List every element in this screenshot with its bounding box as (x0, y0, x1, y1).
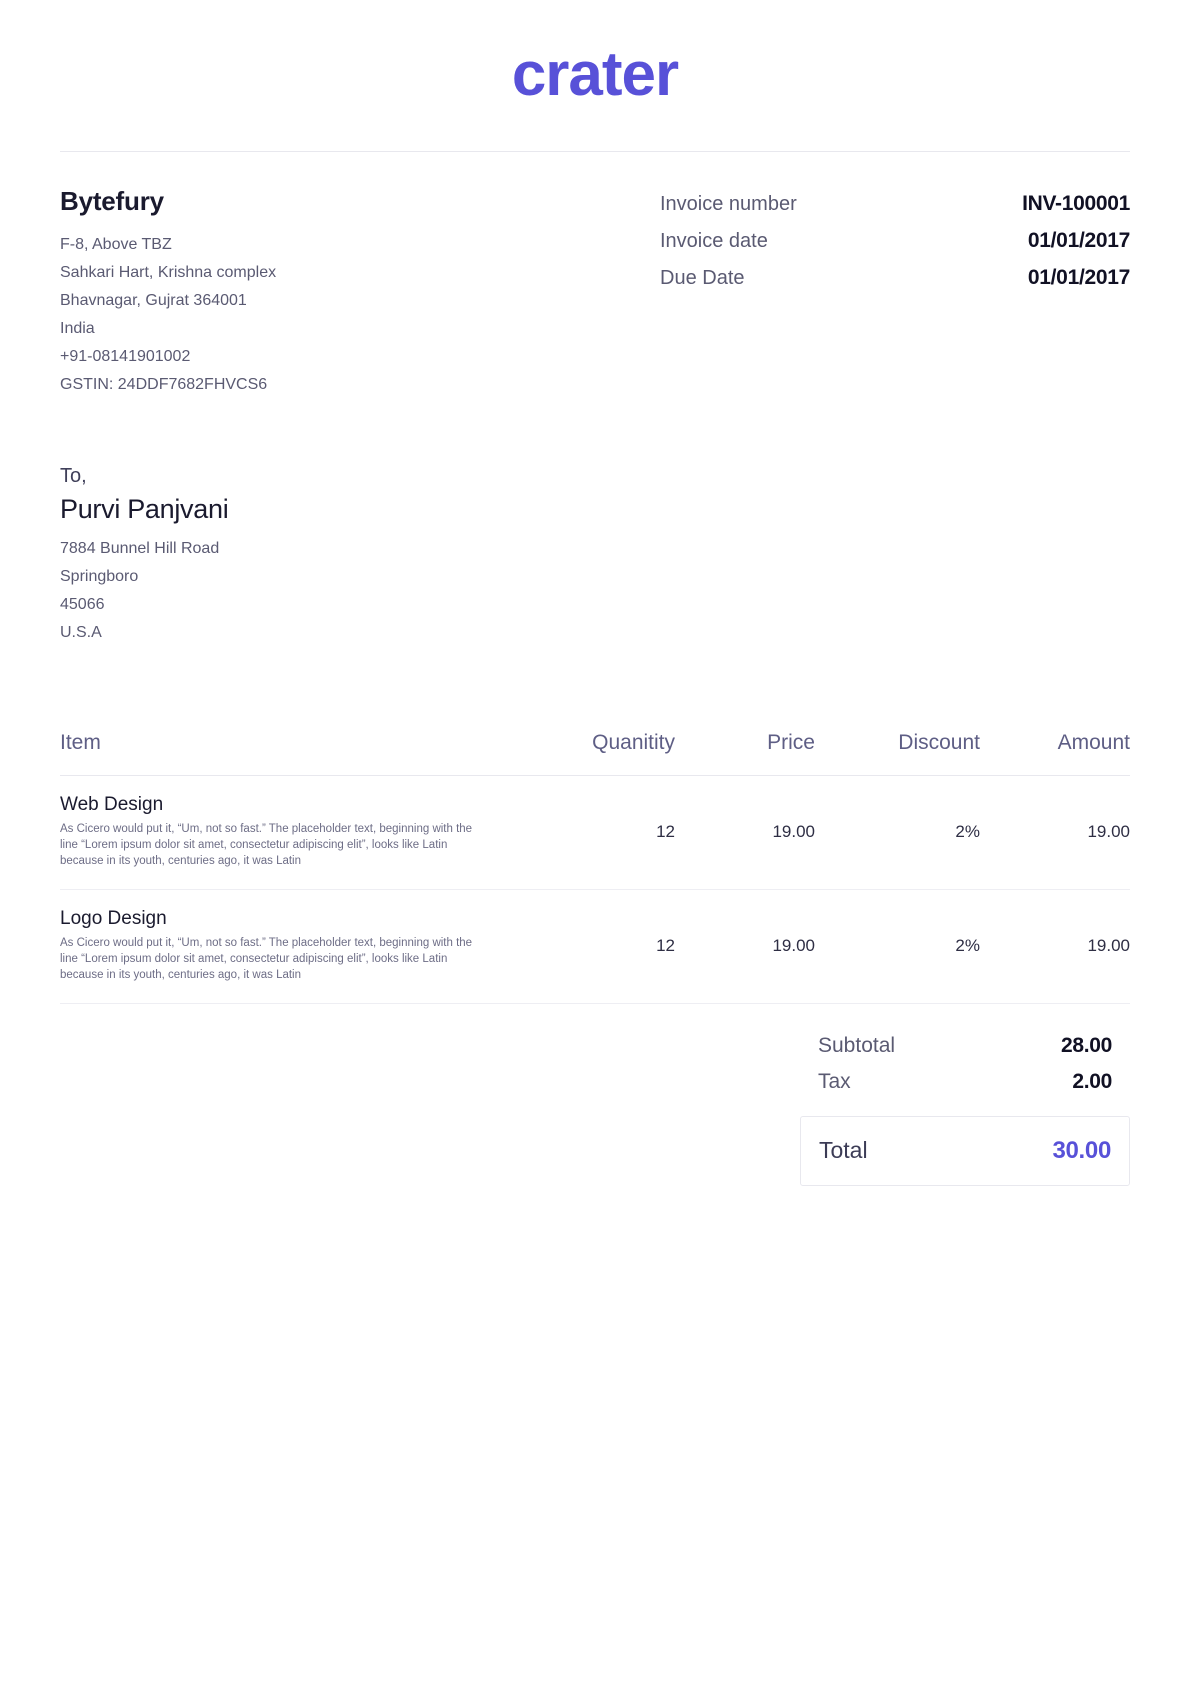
line-items-table (60, 731, 1130, 1004)
table-row (60, 890, 1130, 1004)
tax-row (800, 1064, 1130, 1100)
due-date-row (660, 266, 1130, 290)
table-row (60, 776, 1130, 890)
column-header-amount: Amount (980, 731, 1130, 776)
grand-total-value: 30.00 (1052, 1137, 1111, 1164)
subtotal-row (800, 1028, 1130, 1064)
tax-label: Tax (818, 1070, 851, 1093)
grand-total-row (800, 1116, 1130, 1186)
grand-total-label: Total (819, 1137, 868, 1163)
column-header-quantity: Quanitity (525, 731, 675, 776)
sender-block (60, 186, 580, 399)
crater-logo-text: crater (511, 40, 679, 109)
sender-phone: +91-08141901002 (60, 348, 191, 365)
subtotal-value: 28.00 (1060, 1034, 1112, 1057)
line-items-body (60, 776, 1130, 1004)
sender-address-line: India (60, 320, 95, 337)
line-item-quantity: 12 (525, 890, 675, 1004)
brand-logo (0, 0, 1190, 109)
invoice-date-row (660, 229, 1130, 253)
line-item-quantity: 12 (525, 776, 675, 890)
line-item-details (60, 890, 525, 1004)
column-header-discount: Discount (815, 731, 980, 776)
invoice-number-row (660, 192, 1130, 216)
recipient-address-line: 45066 (60, 596, 105, 613)
due-date-value: 01/01/2017 (1027, 266, 1130, 289)
sender-address-line: F-8, Above TBZ (60, 236, 172, 253)
line-item-description: As Cicero would put it, “Um, not so fast.” The placeholder text, beginning with the line “Lorem ipsum dolor sit amet, consectetur adipiscing elit”, looks like Latin because in its youth, centuries ago, it was Latin (60, 937, 473, 981)
sender-company-name: Bytefury (60, 186, 164, 216)
recipient-label: To, (60, 465, 87, 487)
sender-address-line: Bhavnagar, Gujrat 364001 (60, 292, 247, 309)
line-item-discount: 2% (815, 776, 980, 890)
sender-address-line: Sahkari Hart, Krishna complex (60, 264, 277, 281)
line-item-name: Web Design (60, 794, 164, 815)
line-item-amount: 19.00 (980, 890, 1130, 1004)
line-item-name: Logo Design (60, 908, 167, 929)
invoice-date-value: 01/01/2017 (1027, 229, 1130, 252)
line-items-section (0, 647, 1190, 1004)
recipient-address-line: 7884 Bunnel Hill Road (60, 540, 220, 557)
line-item-details (60, 776, 525, 890)
totals-section (0, 1004, 1190, 1186)
line-item-price: 19.00 (675, 890, 815, 1004)
sender-gstin: GSTIN: 24DDF7682FHVCS6 (60, 376, 268, 393)
line-item-amount: 19.00 (980, 776, 1130, 890)
recipient-address-line: U.S.A (60, 624, 102, 641)
invoice-header (0, 152, 1190, 399)
column-header-price: Price (675, 731, 815, 776)
invoice-number-label: Invoice number (660, 193, 797, 215)
due-date-label: Due Date (660, 267, 745, 289)
column-header-item: Item (60, 731, 525, 776)
invoice-date-label: Invoice date (660, 230, 768, 252)
invoice-meta-block (660, 186, 1130, 399)
subtotal-label: Subtotal (818, 1034, 896, 1057)
line-item-price: 19.00 (675, 776, 815, 890)
line-items-header (60, 731, 1130, 776)
tax-value: 2.00 (1072, 1070, 1112, 1093)
invoice-number-value: INV-100001 (1022, 192, 1130, 215)
line-item-description: As Cicero would put it, “Um, not so fast.” The placeholder text, beginning with the line “Lorem ipsum dolor sit amet, consectetur adipiscing elit”, looks like Latin because in its youth, centuries ago, it was Latin (60, 823, 473, 867)
recipient-address-line: Springboro (60, 568, 139, 585)
recipient-name: Purvi Panjvani (60, 494, 229, 524)
line-item-discount: 2% (815, 890, 980, 1004)
recipient-block (0, 399, 1190, 647)
